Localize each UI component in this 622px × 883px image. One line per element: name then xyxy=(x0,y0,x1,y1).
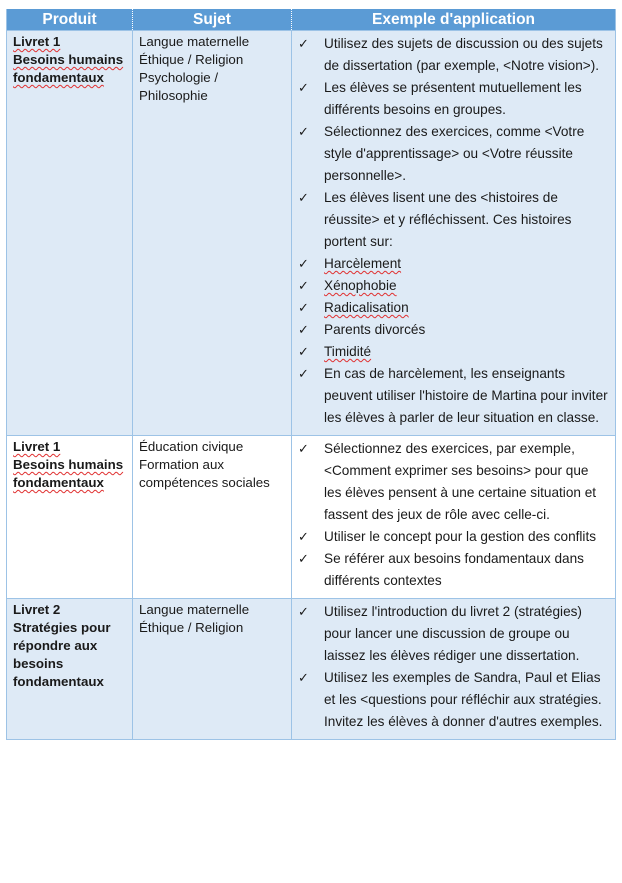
list-item-text: Parents divorcés xyxy=(324,322,426,337)
product-subtitle: Besoins humains xyxy=(13,52,124,67)
list-item xyxy=(298,253,609,275)
subject-cell xyxy=(133,599,292,740)
check-icon: ✓ xyxy=(298,190,309,205)
subject-line: Éducation civique xyxy=(139,439,244,454)
list-item xyxy=(298,548,609,592)
check-icon: ✓ xyxy=(298,278,309,293)
product-line xyxy=(13,33,126,51)
list-item-text: Se référer aux besoins fondamentaux dans différents contextes xyxy=(324,551,584,588)
product-subtitle: besoins xyxy=(13,656,64,671)
subject-line: Éthique / Religion xyxy=(139,52,244,67)
subject-cell xyxy=(133,31,292,436)
list-item-text: Timidité xyxy=(324,344,372,359)
list-item xyxy=(298,667,609,733)
product-line xyxy=(13,69,126,87)
check-icon: ✓ xyxy=(298,322,309,337)
list-item-text: En cas de harcèlement, les enseignants peuvent utiliser l'histoire de Martina pour inviter les élèves à parler de leur situation en classe. xyxy=(324,366,608,425)
list-item xyxy=(298,319,609,341)
example-list xyxy=(298,438,609,592)
subject-line: Langue maternelle xyxy=(139,34,250,49)
list-item-text: Les élèves lisent une des <histoires de réussite> et y réfléchissent. Ces histoires portent sur: xyxy=(324,190,572,249)
list-item-text: Xénophobie xyxy=(324,278,397,293)
product-subtitle: Besoins humains xyxy=(13,457,124,472)
list-item xyxy=(298,363,609,429)
list-item-text: Utilisez l'introduction du livret 2 (stratégies) pour lancer une discussion de groupe ou laissez les élèves rédiger une dissertation. xyxy=(324,604,582,663)
example-list xyxy=(298,601,609,733)
header-produit: Produit xyxy=(7,9,133,31)
check-icon: ✓ xyxy=(298,344,309,359)
subject-line: Psychologie / Philosophie xyxy=(139,70,219,103)
subject-line: Éthique / Religion xyxy=(139,620,244,635)
list-item xyxy=(298,526,609,548)
subject-cell xyxy=(133,436,292,599)
product-line xyxy=(13,474,126,492)
check-icon: ✓ xyxy=(298,80,309,95)
table-row xyxy=(7,436,616,599)
list-item-text: Utiliser le concept pour la gestion des conflits xyxy=(324,529,597,544)
product-line xyxy=(13,456,126,474)
product-cell xyxy=(7,436,133,599)
list-item-text: Radicalisation xyxy=(324,300,409,315)
product-line xyxy=(13,51,126,69)
header-row xyxy=(7,9,616,31)
product-subtitle: fondamentaux xyxy=(13,674,104,689)
application-table xyxy=(6,9,616,740)
list-item xyxy=(298,187,609,253)
list-item xyxy=(298,121,609,187)
check-icon: ✓ xyxy=(298,300,309,315)
product-title: Livret 2 xyxy=(13,602,61,617)
subject-line: Formation aux compétences sociales xyxy=(139,457,270,490)
product-subtitle: fondamentaux xyxy=(13,475,104,490)
list-item xyxy=(298,601,609,667)
subject-line: Langue maternelle xyxy=(139,602,250,617)
list-item xyxy=(298,438,609,526)
product-title: Livret 1 xyxy=(13,34,61,49)
check-icon: ✓ xyxy=(298,604,309,619)
example-list xyxy=(298,33,609,429)
list-item xyxy=(298,33,609,77)
check-icon: ✓ xyxy=(298,256,309,271)
list-item-text: Harcèlement xyxy=(324,256,402,271)
list-item xyxy=(298,297,609,319)
list-item xyxy=(298,341,609,363)
check-icon: ✓ xyxy=(298,551,309,566)
list-item-text: Les élèves se présentent mutuellement les différents besoins en groupes. xyxy=(324,80,582,117)
product-subtitle: Stratégies pour xyxy=(13,620,111,635)
table-row xyxy=(7,599,616,740)
product-subtitle: fondamentaux xyxy=(13,70,104,85)
product-title: Livret 1 xyxy=(13,439,61,454)
header-exemple: Exemple d'application xyxy=(292,9,616,31)
check-icon: ✓ xyxy=(298,441,309,456)
check-icon: ✓ xyxy=(298,670,309,685)
example-cell xyxy=(292,436,616,599)
check-icon: ✓ xyxy=(298,124,309,139)
list-item-text: Utilisez des sujets de discussion ou des sujets de dissertation (par exemple, <Notre vision>). xyxy=(324,36,603,73)
product-subtitle: répondre aux xyxy=(13,638,98,653)
check-icon: ✓ xyxy=(298,529,309,544)
example-cell xyxy=(292,599,616,740)
product-cell xyxy=(7,31,133,436)
list-item xyxy=(298,77,609,121)
list-item-text: Sélectionnez des exercices, comme <Votre style d'apprentissage> ou <Votre réussite personnelle>. xyxy=(324,124,585,183)
list-item-text: Utilisez les exemples de Sandra, Paul et Elias et les <questions pour réfléchir aux stratégies. Invitez les élèves à donner d'autres exemples. xyxy=(324,670,603,729)
table-row xyxy=(7,31,616,436)
product-line xyxy=(13,438,126,456)
check-icon: ✓ xyxy=(298,36,309,51)
list-item xyxy=(298,275,609,297)
example-cell xyxy=(292,31,616,436)
header-sujet: Sujet xyxy=(133,9,292,31)
product-cell xyxy=(7,599,133,740)
check-icon: ✓ xyxy=(298,366,309,381)
list-item-text: Sélectionnez des exercices, par exemple, <Comment exprimer ses besoins> pour que les élèves pensent à une certaine situation et fassent des jeux de rôle avec celle-ci. xyxy=(324,441,597,522)
